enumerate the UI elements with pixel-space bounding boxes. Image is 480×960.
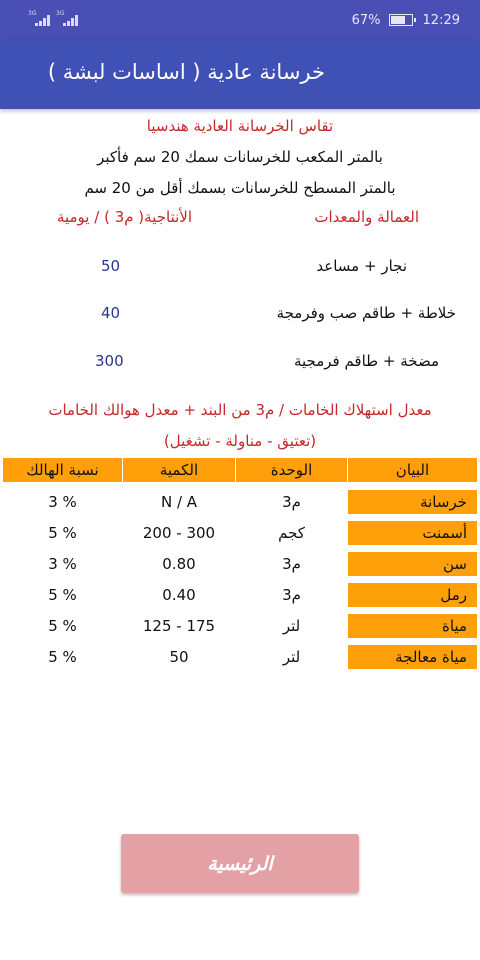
table-row [3, 614, 477, 638]
cubic-meter-note: بالمتر المكعب للخرسانات سمك 20 سم فأكبر [97, 148, 383, 166]
header-quantity: الكمية [123, 458, 235, 482]
measurement-heading: تقاس الخرسانة العادية هندسيا [146, 117, 334, 135]
row-waste: 3 % [48, 493, 77, 511]
app-bar [0, 38, 480, 109]
row-quantity: 125 - 175 [142, 617, 216, 635]
table-header-row [3, 458, 477, 482]
row-unit: لتر [282, 617, 301, 635]
labor-productivity-value: 300 [95, 352, 124, 370]
header-waste: نسبة الهالك [3, 458, 122, 482]
battery-icon [389, 14, 413, 26]
consumption-title: معدل استهلاك الخامات / م3 من البند + معدل هوالك الخامات [48, 401, 432, 419]
row-waste: 5 % [48, 586, 77, 604]
row-item: أسمنت [348, 521, 477, 545]
home-button[interactable]: الرئيسية [121, 834, 359, 893]
row-unit: لتر [282, 648, 301, 666]
row-unit: كجم [278, 524, 305, 542]
table-row [3, 521, 477, 545]
row-waste: 3 % [48, 555, 77, 573]
row-waste: 5 % [48, 648, 77, 666]
row-item: خرسانة [348, 490, 477, 514]
page-title: خرسانة عادية ( اساسات لبشة ) [47, 60, 325, 84]
row-item: مياة معالجة [348, 645, 477, 669]
labor-productivity-value: 50 [101, 257, 121, 275]
row-quantity: N / A [160, 493, 198, 511]
labor-label: مضخة + طاقم فرمجية [293, 352, 439, 370]
network-type-label-2: 3G [56, 10, 65, 17]
clock: 12:29 [422, 12, 460, 28]
table-row [3, 490, 477, 514]
table-row [3, 583, 477, 607]
labor-equipment-header: العمالة والمعدات [314, 208, 419, 226]
row-waste: 5 % [48, 524, 77, 542]
header-unit: الوحدة [236, 458, 347, 482]
signal-icon [28, 10, 54, 26]
row-quantity: 0.80 [162, 555, 196, 573]
network-type-label: 3G [28, 10, 37, 17]
square-meter-note: بالمتر المسطح للخرسانات بسمك أقل من 20 سم [84, 179, 396, 197]
row-unit: م3 [282, 555, 301, 573]
labor-label: نجار + مساعد [316, 257, 407, 275]
labor-productivity-value: 40 [101, 304, 121, 322]
row-item: مياة [348, 614, 477, 638]
status-bar [0, 0, 480, 38]
labor-label: خلاطة + طاقم صب وفرمجة [276, 304, 456, 322]
row-quantity: 0.40 [162, 586, 196, 604]
row-item: سن [348, 552, 477, 576]
consumption-subtitle: (تعتيق - مناولة - تشغيل) [163, 432, 317, 450]
table-row [3, 645, 477, 669]
row-unit: م3 [282, 586, 301, 604]
row-unit: م3 [282, 493, 301, 511]
row-item: رمل [348, 583, 477, 607]
header-item: البيان [348, 458, 477, 482]
productivity-header: الأنتاجية( م3 ) / يومية [56, 208, 192, 226]
row-quantity: 200 - 300 [142, 524, 216, 542]
signal-icon-2 [56, 10, 82, 26]
battery-percent: 67% [351, 12, 381, 28]
table-row [3, 552, 477, 576]
row-waste: 5 % [48, 617, 77, 635]
row-quantity: 50 [169, 648, 189, 666]
